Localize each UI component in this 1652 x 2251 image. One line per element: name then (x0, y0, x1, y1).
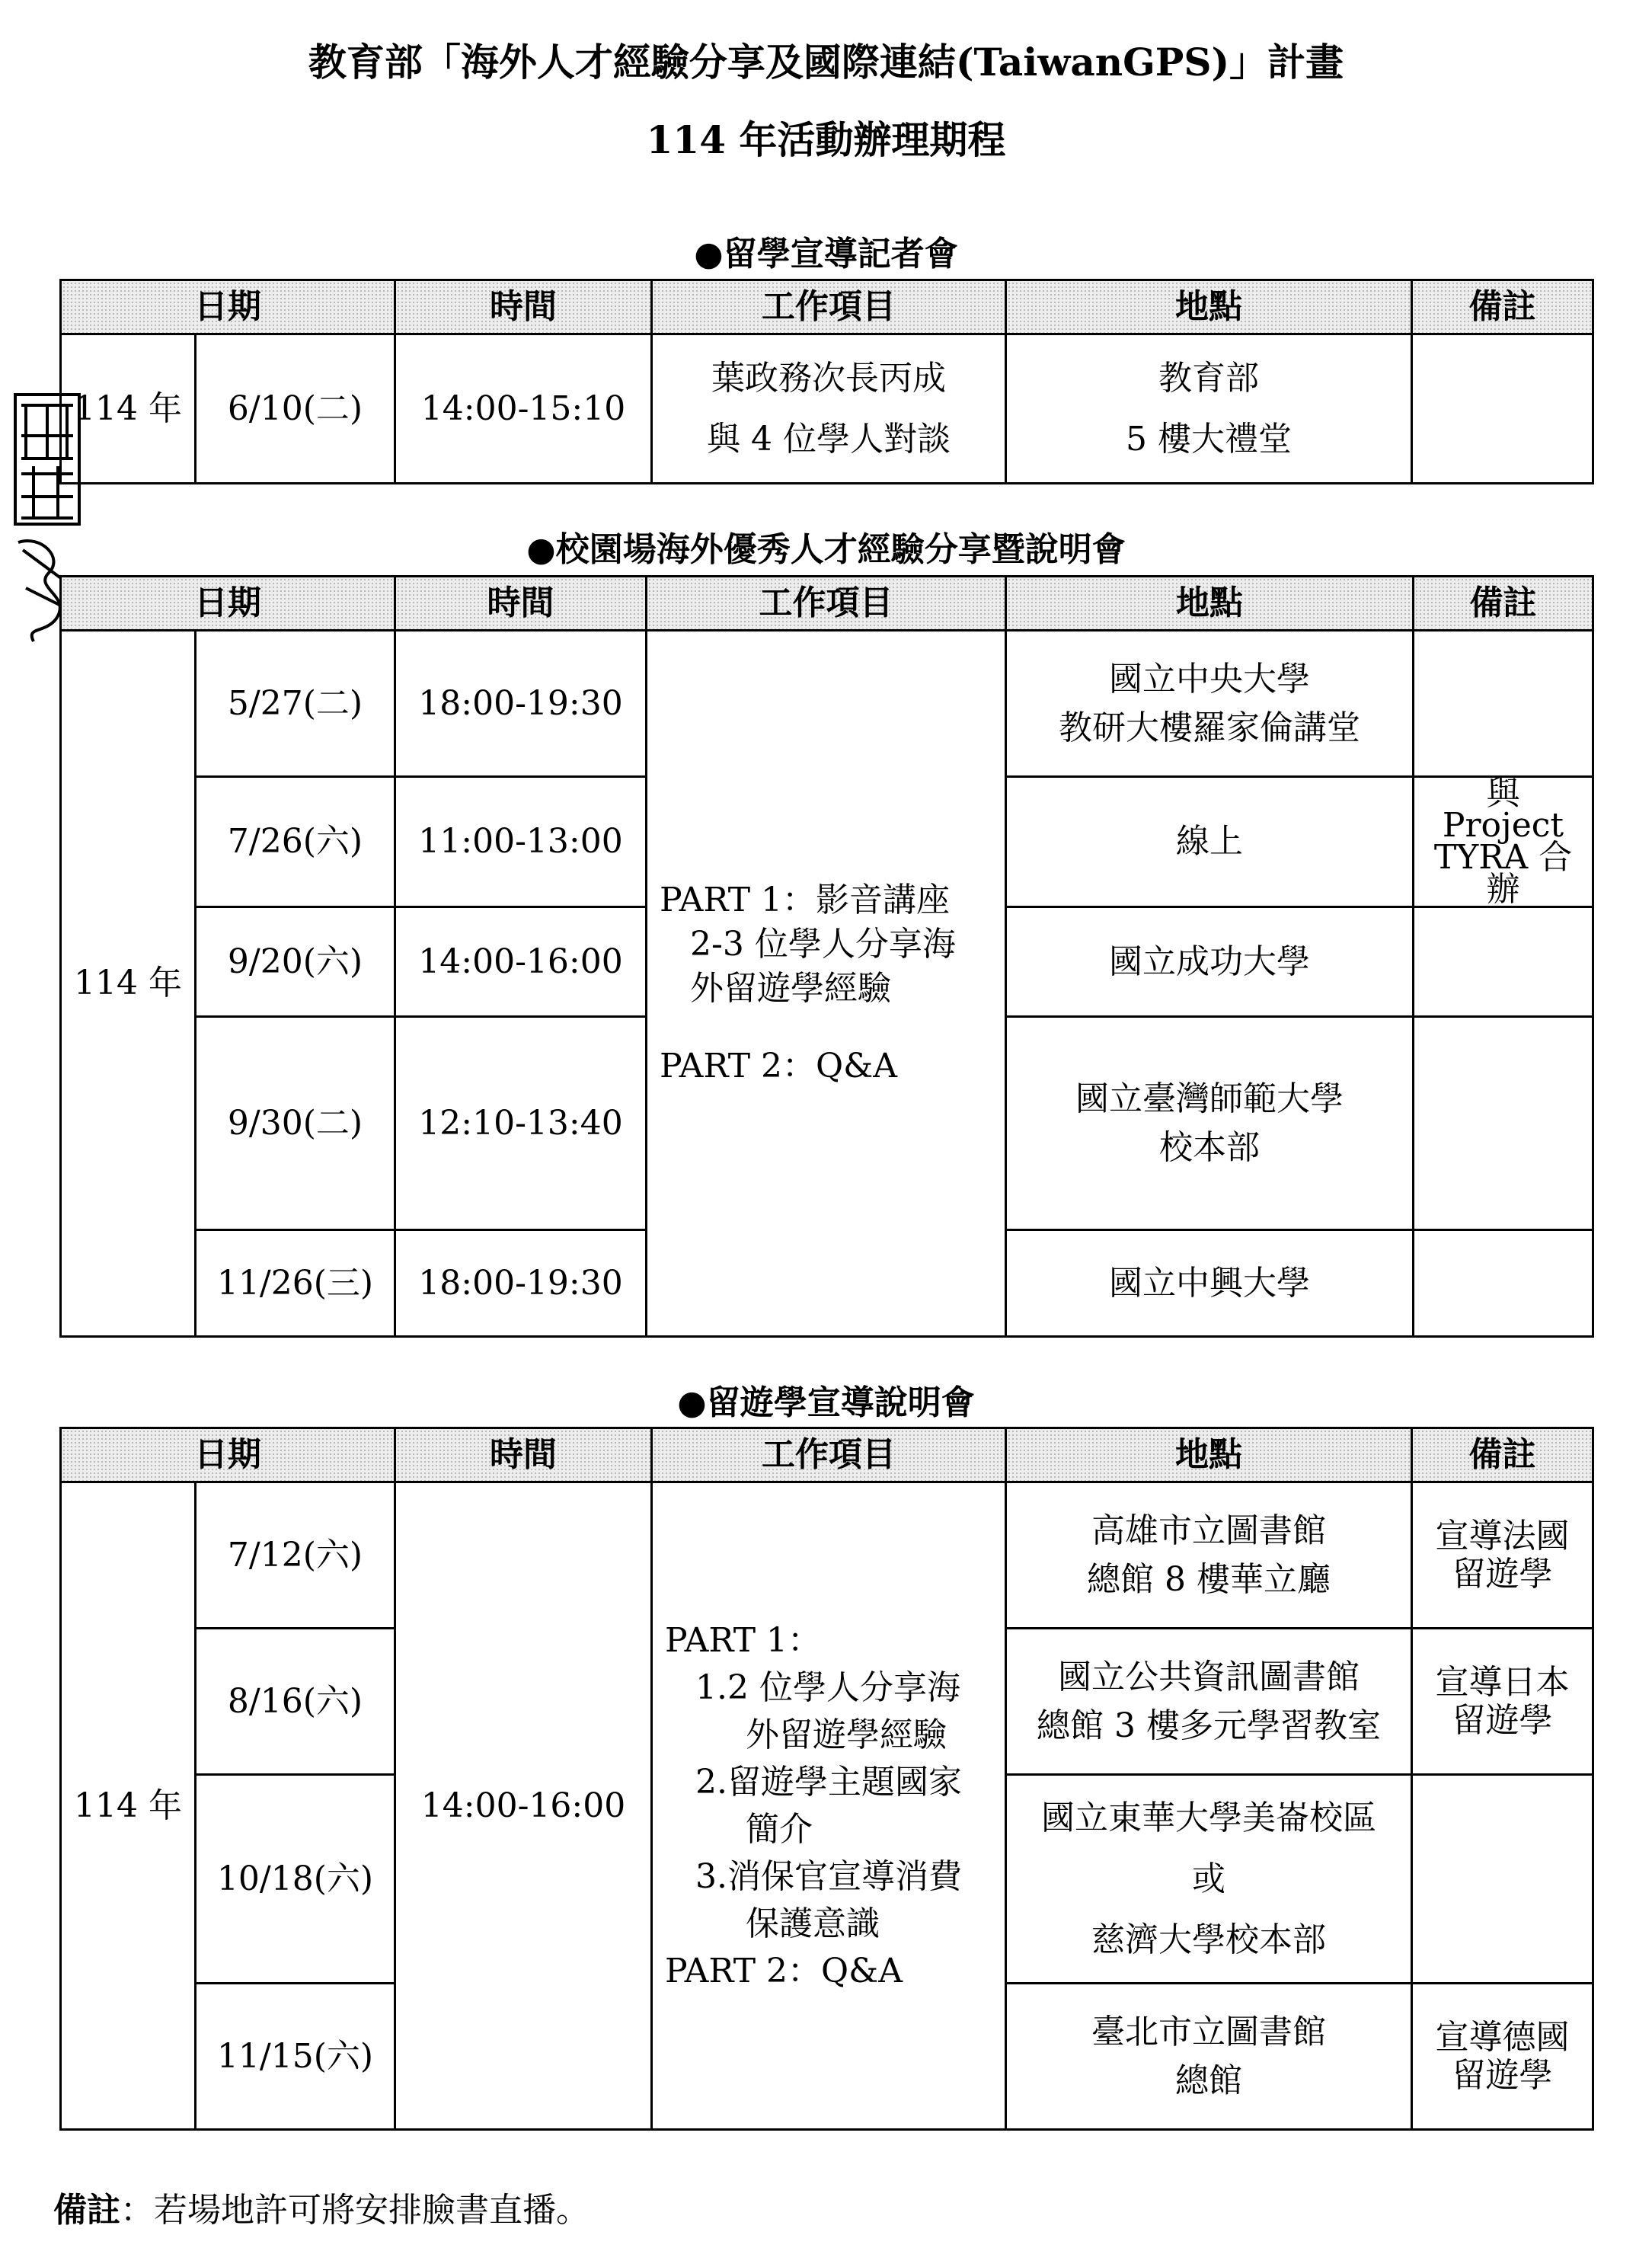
date-cell: 7/26(六) (196, 777, 395, 907)
footer-note-label: 備註 (53, 2191, 120, 2230)
header-place: 地點 (1006, 577, 1414, 631)
place-line: 國立臺灣師範大學 (1075, 1079, 1344, 1118)
place-line: 國立東華大學美崙校區 (1041, 1798, 1376, 1837)
header-work: 工作項目 (647, 577, 1006, 631)
work-cell (652, 1482, 1006, 2130)
note-line: 宣導德國 (1435, 2017, 1570, 2057)
place-cell: 國立中興大學 (1006, 1230, 1414, 1337)
place-cell (1006, 1017, 1414, 1230)
header-time: 時間 (395, 577, 647, 631)
place-line: 5 樓大禮堂 (1126, 419, 1292, 459)
note-cell (1414, 631, 1593, 777)
time-cell: 14:00-15:10 (395, 334, 652, 484)
place-cell (1006, 1629, 1412, 1775)
note-cell (1412, 1482, 1593, 1629)
date-cell: 9/30(二) (196, 1017, 395, 1230)
place-cell (1006, 1775, 1412, 1984)
header-time: 時間 (395, 1428, 652, 1482)
place-line: 臺北市立圖書館 (1091, 2012, 1326, 2051)
time-cell: 14:00-16:00 (395, 907, 647, 1017)
study-abroad-session-table (59, 1427, 1594, 2131)
note-cell (1414, 774, 1593, 909)
header-date: 日期 (61, 280, 395, 334)
year-cell: 114 年 (61, 1482, 196, 2130)
date-cell: 6/10(二) (196, 334, 395, 484)
place-line: 或 (1192, 1859, 1225, 1898)
place-line: 國立中央大學 (1109, 659, 1310, 699)
time-cell: 18:00-19:30 (395, 631, 647, 777)
campus-session-table (59, 575, 1594, 1338)
note-line: 宣導日本 (1435, 1662, 1570, 1702)
place-line: 國立公共資訊圖書館 (1058, 1657, 1360, 1696)
work-line: 2.留遊學主題國家 (695, 1762, 962, 1802)
note-line: TYRA 合辦 (1433, 838, 1573, 909)
note-line: 留遊學 (1452, 1700, 1553, 1740)
note-cell (1412, 1629, 1593, 1775)
place-line: 總館 8 樓華立廳 (1087, 1559, 1331, 1599)
time-cell: 11:00-13:00 (395, 777, 647, 907)
note-line: 宣導法國 (1435, 1516, 1570, 1556)
time-cell: 14:00-16:00 (395, 1482, 652, 2130)
table-header-row (61, 577, 1593, 631)
place-cell: 國立成功大學 (1006, 907, 1414, 1017)
table-row (61, 1482, 1593, 1629)
place-line: 慈濟大學校本部 (1091, 1920, 1326, 1959)
header-work: 工作項目 (652, 280, 1006, 334)
footer-note-text: ：若場地許可將安排臉書直播。 (120, 2191, 590, 2230)
year-cell: 114 年 (61, 631, 196, 1337)
date-cell: 9/20(六) (196, 907, 395, 1017)
document-subtitle: 114 年活動辦理期程 (646, 117, 1006, 162)
footer-note (53, 2188, 590, 2233)
header-time: 時間 (395, 280, 652, 334)
table-header-row (61, 280, 1593, 334)
place-cell (1006, 1482, 1412, 1629)
note-line: 留遊學 (1452, 2055, 1553, 2095)
year-cell: 114 年 (61, 334, 196, 484)
header-place: 地點 (1006, 1428, 1412, 1482)
table-row (61, 631, 1593, 777)
note-cell (1414, 1230, 1593, 1337)
header-place: 地點 (1006, 280, 1412, 334)
work-line: 葉政務次長丙成 (711, 358, 946, 398)
work-part1: PART 1： (665, 1620, 822, 1660)
section1-title: ●留學宣導記者會 (694, 235, 958, 273)
work-line: 2-3 位學人分享海 (690, 925, 956, 964)
place-cell (1006, 631, 1414, 777)
time-cell: 18:00-19:30 (395, 1230, 647, 1337)
work-line: 1.2 位學人分享海 (695, 1667, 960, 1707)
place-cell (1006, 1984, 1412, 2130)
header-note: 備註 (1412, 1428, 1593, 1482)
work-part1: PART 1：影音講座 (660, 881, 951, 919)
place-line: 總館 3 樓多元學習教室 (1037, 1706, 1381, 1745)
date-cell: 11/15(六) (196, 1984, 395, 2130)
note-line: 與 (1486, 774, 1520, 813)
work-part2: PART 2：Q&A (660, 1047, 898, 1086)
place-line: 高雄市立圖書館 (1091, 1511, 1326, 1550)
place-cell: 線上 (1006, 777, 1414, 907)
note-line: Project (1442, 806, 1564, 845)
time-cell: 12:10-13:40 (395, 1017, 647, 1230)
header-date: 日期 (61, 577, 395, 631)
press-conference-table (59, 279, 1594, 484)
note-line: 留遊學 (1452, 1554, 1553, 1594)
work-cell (652, 334, 1006, 484)
place-line: 校本部 (1159, 1127, 1260, 1167)
work-line: 簡介 (746, 1809, 813, 1849)
work-part2: PART 2：Q&A (665, 1951, 903, 1990)
note-cell (1412, 334, 1593, 484)
work-line: 3.消保官宣導消費 (695, 1856, 962, 1896)
note-cell (1412, 1775, 1593, 1984)
table-header-row (61, 1428, 1593, 1482)
header-work: 工作項目 (652, 1428, 1006, 1482)
date-cell: 10/18(六) (196, 1775, 395, 1984)
date-cell: 7/12(六) (196, 1482, 395, 1629)
section2-title: ●校園場海外優秀人才經驗分享暨說明會 (526, 530, 1126, 569)
header-note: 備註 (1412, 280, 1593, 334)
work-cell (647, 631, 1006, 1337)
work-line: 與 4 位學人對談 (707, 419, 951, 459)
place-line: 總館 (1175, 2061, 1242, 2100)
header-note: 備註 (1414, 577, 1593, 631)
note-cell (1412, 1984, 1593, 2130)
date-cell: 11/26(三) (196, 1230, 395, 1337)
table-row (61, 334, 1593, 484)
place-cell (1006, 334, 1412, 484)
document-title: 教育部「海外人才經驗分享及國際連結(TaiwanGPS)」計畫 (308, 40, 1344, 85)
header-date: 日期 (61, 1428, 395, 1482)
note-cell (1414, 1017, 1593, 1230)
note-cell (1414, 907, 1593, 1017)
date-cell: 5/27(二) (196, 631, 395, 777)
work-line: 外留遊學經驗 (746, 1715, 947, 1754)
section3-title: ●留遊學宣導說明會 (677, 1383, 975, 1422)
work-line: 外留遊學經驗 (690, 969, 891, 1008)
place-line: 教研大樓羅家倫講堂 (1059, 708, 1360, 747)
work-line: 保護意識 (746, 1904, 880, 1943)
date-cell: 8/16(六) (196, 1629, 395, 1775)
place-line: 教育部 (1158, 358, 1259, 398)
